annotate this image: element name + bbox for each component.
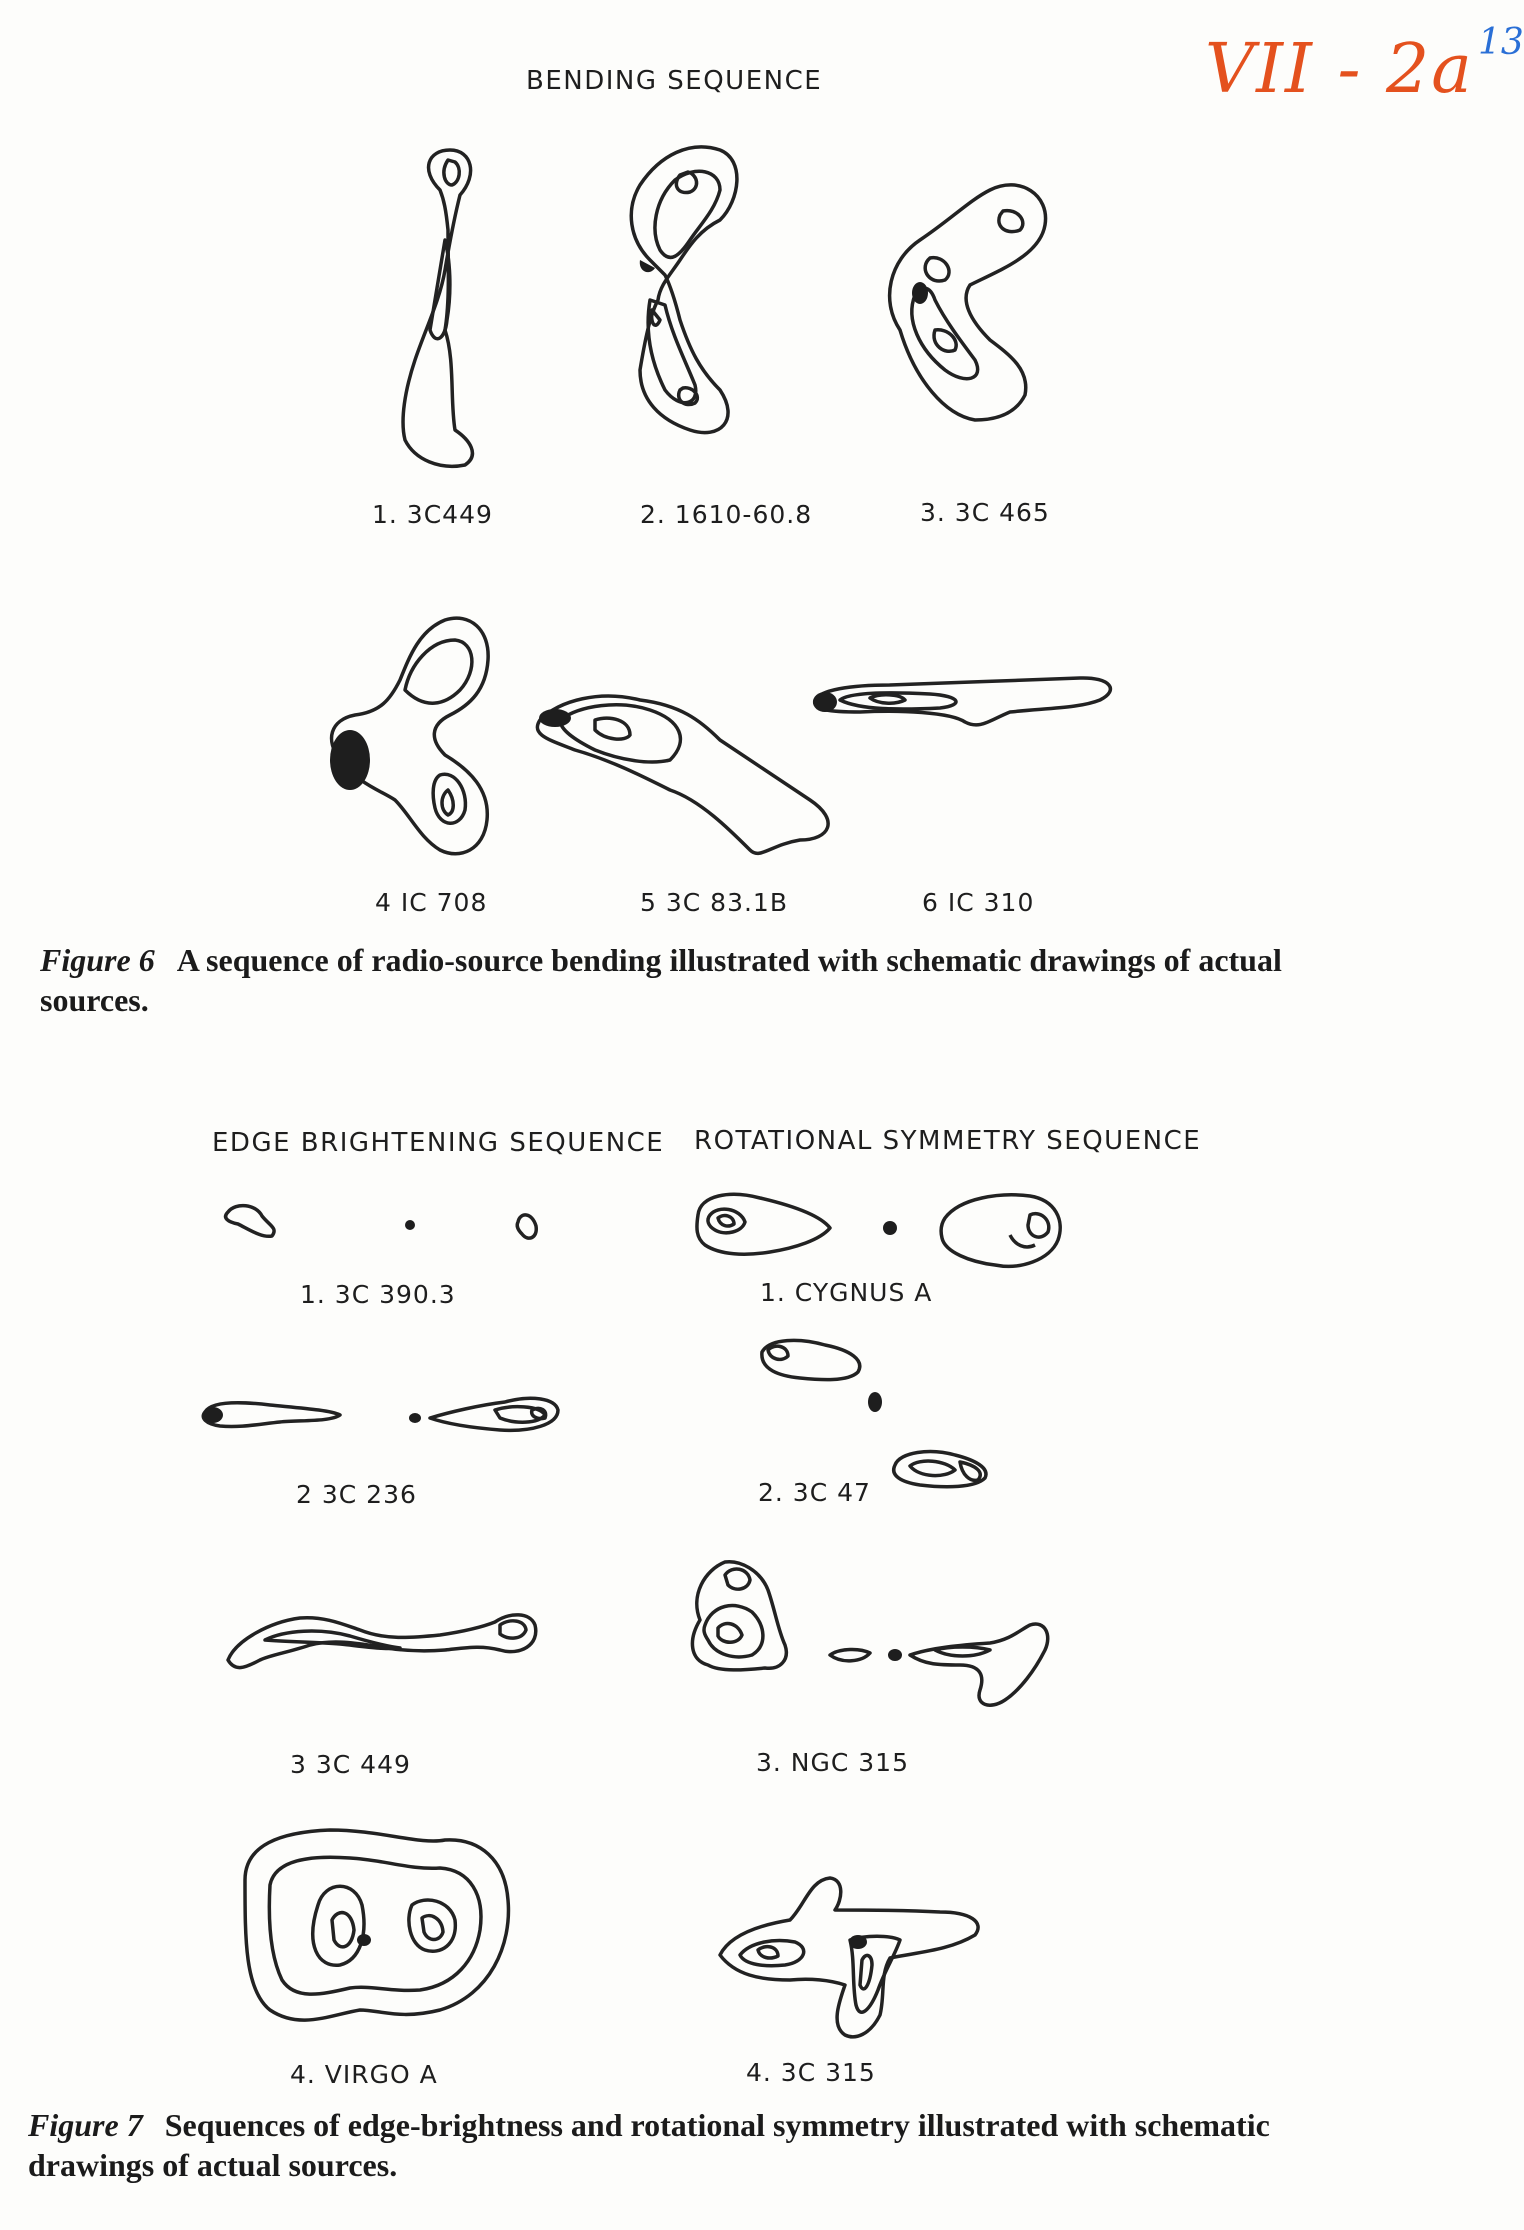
fig7-right-label-2: 2. 3C 47 bbox=[758, 1478, 871, 1507]
fig7-right-label-4: 4. 3C 315 bbox=[746, 2058, 876, 2087]
source-3c47 bbox=[762, 1340, 986, 1486]
fig6-label-2: 2. 1610-60.8 bbox=[640, 500, 813, 529]
fig6-label-3: 3. 3C 465 bbox=[920, 498, 1050, 527]
source-3c315 bbox=[720, 1878, 978, 2037]
figure7-heading-left: EDGE BRIGHTENING SEQUENCE bbox=[212, 1128, 665, 1158]
fig7-left-label-3: 3 3C 449 bbox=[290, 1750, 411, 1779]
fig6-label-5: 5 3C 83.1B bbox=[640, 888, 788, 917]
figure6-heading: BENDING SEQUENCE bbox=[526, 66, 823, 96]
fig7-right-label-3: 3. NGC 315 bbox=[756, 1748, 909, 1777]
fig6-label-6: 6 IC 310 bbox=[922, 888, 1035, 917]
source-3c390-3 bbox=[226, 1206, 537, 1239]
fig7-left-label-2: 2 3C 236 bbox=[296, 1480, 417, 1509]
fig7-left-label-4: 4. VIRGO A bbox=[290, 2060, 438, 2089]
figure7-caption-label: Figure 7 bbox=[28, 2107, 143, 2143]
figure7-caption bbox=[28, 2105, 1358, 2185]
source-3c449-edge bbox=[228, 1615, 536, 1668]
figure6-caption-text: A sequence of radio-source bending illustrated with schematic drawings of actual sources. bbox=[40, 942, 1282, 1018]
handwritten-superscript: 13 bbox=[1478, 22, 1524, 63]
source-3c236 bbox=[203, 1398, 558, 1430]
fig7-right-label-1: 1. CYGNUS A bbox=[760, 1278, 933, 1307]
fig6-label-1: 1. 3C449 bbox=[372, 500, 493, 529]
handwritten-page-mark: VII - 2a bbox=[1205, 30, 1474, 109]
fig6-label-4: 4 IC 708 bbox=[375, 888, 488, 917]
source-ngc315 bbox=[692, 1562, 1047, 1705]
source-cygnus-a bbox=[697, 1194, 1060, 1266]
figure7-caption-text: Sequences of edge-brightness and rotational symmetry illustrated with schematic drawings of actual sources. bbox=[28, 2107, 1270, 2183]
fig7-left-label-1: 1. 3C 390.3 bbox=[300, 1280, 456, 1309]
figure7-heading-right: ROTATIONAL SYMMETRY SEQUENCE bbox=[694, 1126, 1202, 1156]
source-virgo-a bbox=[245, 1830, 508, 2020]
figure6-caption-label: Figure 6 bbox=[40, 942, 155, 978]
